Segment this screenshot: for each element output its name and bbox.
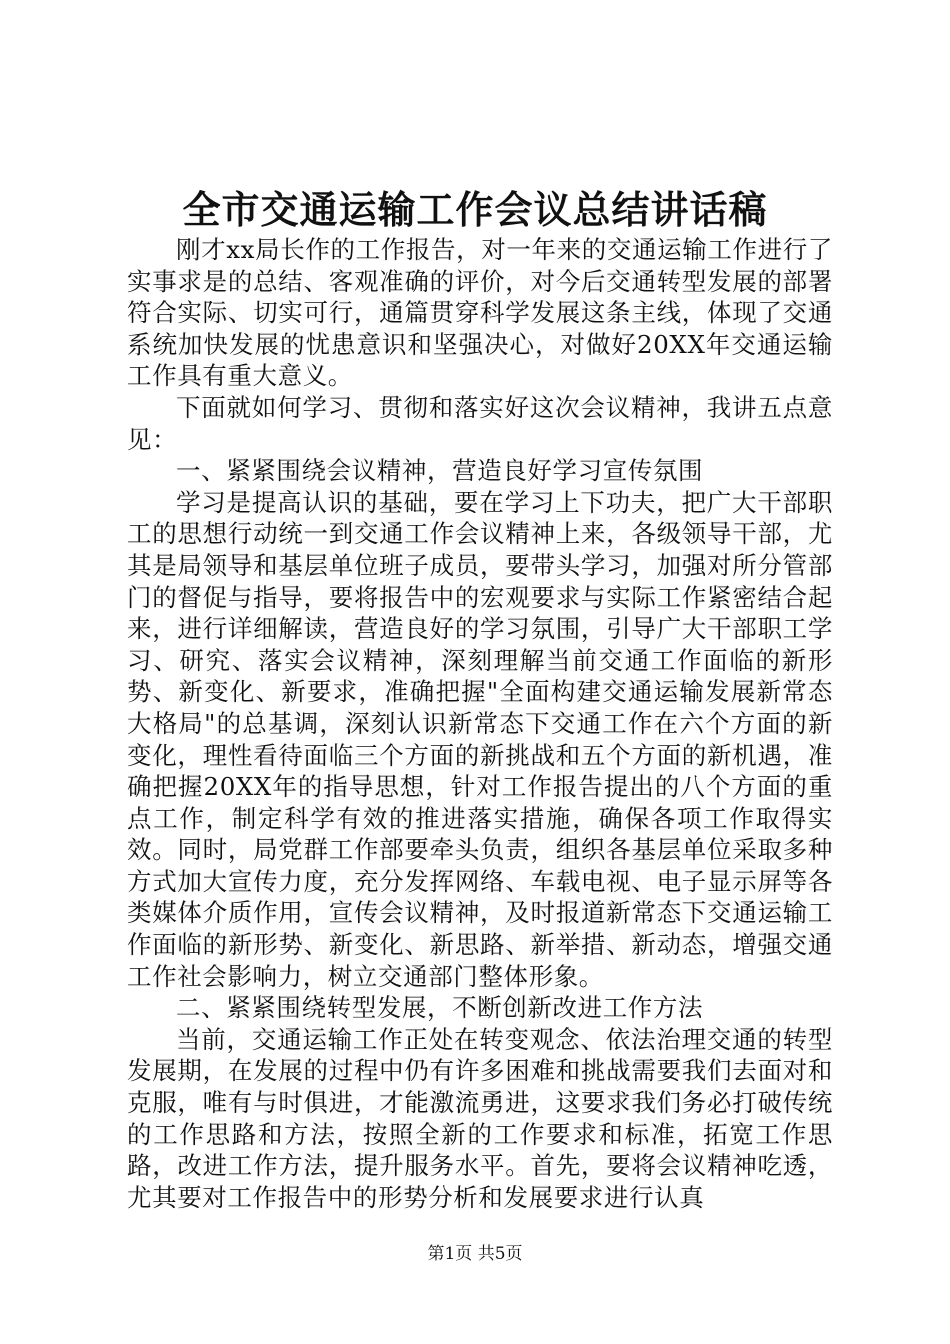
page-number-footer: 第1页 共5页 bbox=[427, 1244, 523, 1264]
paragraph-intro: 刚才xx局长作的工作报告，对一年来的交通运输工作进行了实事求是的总结、客观准确的评价，对今后交通转型发展的部署符合实际、切实可行，通篇贯穿科学发展这条主线，体现了交通系统加快发展的忧患意识和坚强决心，对做好20XX年交通运输工作具有重大意义。 bbox=[127, 235, 833, 391]
paragraph-five-points: 下面就如何学习、贯彻和落实好这次会议精神，我讲五点意见： bbox=[127, 392, 833, 454]
section-heading-1: 一、紧紧围绕会议精神，营造良好学习宣传氛围 bbox=[176, 456, 704, 486]
document-title: 全市交通运输工作会议总结讲话稿 bbox=[182, 187, 768, 232]
paragraph-section-2: 当前，交通运输工作正处在转变观念、依法治理交通的转型发展期，在发展的过程中仍有许多困难和挑战需要我们去面对和克服，唯有与时俱进，才能激流勇进，这要求我们务必打破传统的工作思路和方法，按照全新的工作要求和标准，拓宽工作思路，改进工作方法，提升服务水平。首先，要将会议精神吃透，尤其要对工作报告中的形势分析和发展要求进行认真 bbox=[127, 1024, 833, 1212]
document-body bbox=[127, 234, 833, 1213]
paragraph-section-1: 学习是提高认识的基础，要在学习上下功夫，把广大干部职工的思想行动统一到交通工作会议精神上来，各级领导干部，尤其是局领导和基层单位班子成员，要带头学习，加强对所分管部门的督促与指导，要将报告中的宏观要求与实际工作紧密结合起来，进行详细解读，营造良好的学习氛围，引导广大干部职工学习、研究、落实会议精神，深刻理解当前交通工作面临的新形势、新变化、新要求，准确把握"全面构建交通运输发展新常态大格局"的总基调，深刻认识新常态下交通工作在六个方面的新变化，理性看待面临三个方面的新挑战和五个方面的新机遇，准确把握20XX年的指导思想，针对工作报告提出的八个方面的重点工作，制定科学有效的推进落实措施，确保各项工作取得实效。同时，局党群工作部要牵头负责，组织各基层单位采取多种方式加大宣传力度，充分发挥网络、车载电视、电子显示屏等各类媒体介质作用，宣传会议精神，及时报道新常态下交通运输工作面临的新形势、新变化、新思路、新举措、新动态，增强交通工作社会影响力，树立交通部门整体形象。 bbox=[127, 487, 833, 991]
section-heading-2: 二、紧紧围绕转型发展，不断创新改进工作方法 bbox=[176, 993, 704, 1023]
